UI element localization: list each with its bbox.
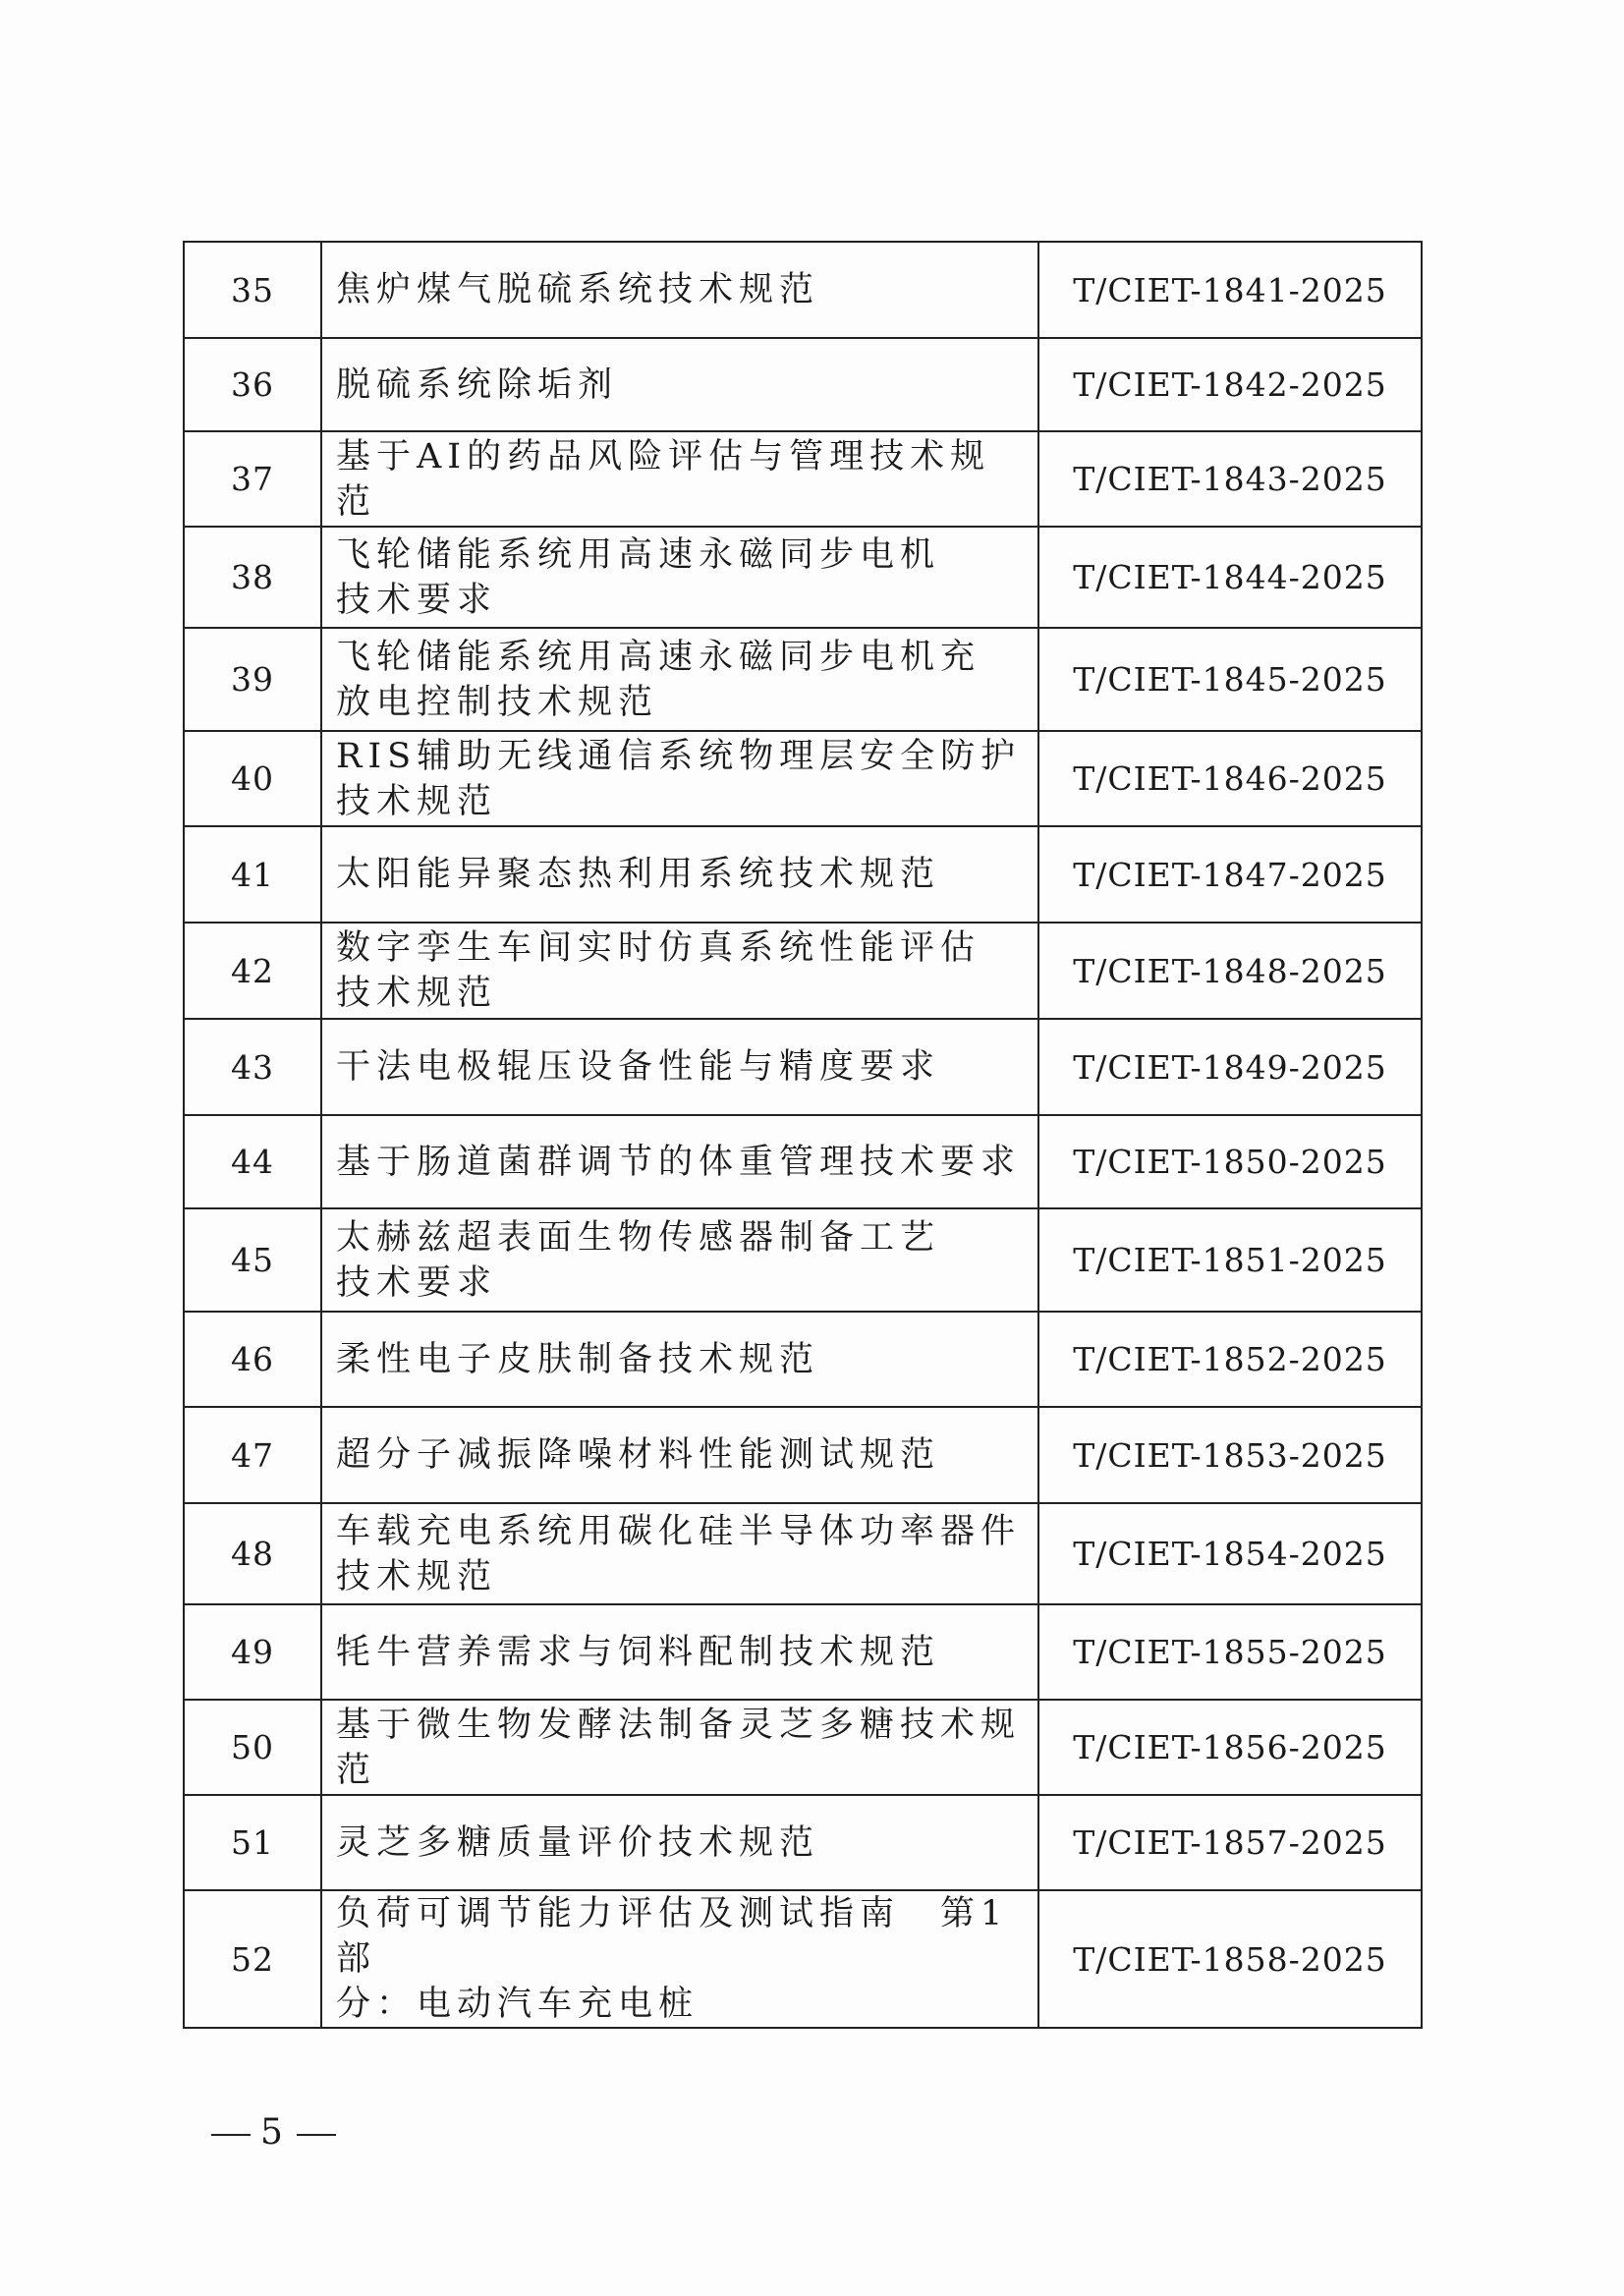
- row-number: 50: [184, 1700, 321, 1795]
- standard-name: 飞轮储能系统用高速永磁同步电机 技术要求: [321, 527, 1038, 628]
- row-number: 38: [184, 527, 321, 628]
- standard-name: 柔性电子皮肤制备技术规范: [321, 1312, 1038, 1407]
- standard-code: T/CIET-1855-2025: [1038, 1604, 1422, 1700]
- standard-code: T/CIET-1845-2025: [1038, 628, 1422, 731]
- row-number: 51: [184, 1795, 321, 1890]
- table-row: [184, 923, 1422, 1019]
- standard-name: 干法电极辊压设备性能与精度要求: [321, 1019, 1038, 1115]
- page-number: 5: [260, 2112, 287, 2153]
- standard-code: T/CIET-1857-2025: [1038, 1795, 1422, 1890]
- footer-dash-left: [211, 2134, 251, 2136]
- standard-name: 数字孪生车间实时仿真系统性能评估 技术规范: [321, 923, 1038, 1019]
- table-row: [184, 1019, 1422, 1115]
- row-number: 49: [184, 1604, 321, 1700]
- row-number: 42: [184, 923, 321, 1019]
- row-number: 39: [184, 628, 321, 731]
- page-footer: [201, 2112, 346, 2153]
- table-row: [184, 826, 1422, 923]
- table-row: [184, 1890, 1422, 2028]
- standard-name: 基于AI的药品风险评估与管理技术规范: [321, 431, 1038, 527]
- table-row: [184, 1700, 1422, 1795]
- standard-name: 太阳能异聚态热利用系统技术规范: [321, 826, 1038, 923]
- standard-code: T/CIET-1842-2025: [1038, 338, 1422, 431]
- standard-name: 负荷可调节能力评估及测试指南 第1部 分：电动汽车充电桩: [321, 1890, 1038, 2028]
- row-number: 44: [184, 1115, 321, 1208]
- row-number: 41: [184, 826, 321, 923]
- row-number: 43: [184, 1019, 321, 1115]
- standard-code: T/CIET-1843-2025: [1038, 431, 1422, 527]
- footer-dash-right: [297, 2134, 336, 2136]
- table-row: [184, 338, 1422, 431]
- table-row: [184, 431, 1422, 527]
- standard-code: T/CIET-1841-2025: [1038, 242, 1422, 338]
- table-row: [184, 527, 1422, 628]
- standard-name: 灵芝多糖质量评价技术规范: [321, 1795, 1038, 1890]
- standard-name: 基于微生物发酵法制备灵芝多糖技术规范: [321, 1700, 1038, 1795]
- table-row: [184, 1115, 1422, 1208]
- standard-name: 太赫兹超表面生物传感器制备工艺 技术要求: [321, 1208, 1038, 1312]
- row-number: 46: [184, 1312, 321, 1407]
- standard-code: T/CIET-1847-2025: [1038, 826, 1422, 923]
- standard-name: 超分子减振降噪材料性能测试规范: [321, 1407, 1038, 1503]
- standard-code: T/CIET-1853-2025: [1038, 1407, 1422, 1503]
- standard-name: RIS辅助无线通信系统物理层安全防护 技术规范: [321, 731, 1038, 826]
- standard-code: T/CIET-1850-2025: [1038, 1115, 1422, 1208]
- standard-name: 车载充电系统用碳化硅半导体功率器件 技术规范: [321, 1503, 1038, 1604]
- standard-code: T/CIET-1858-2025: [1038, 1890, 1422, 2028]
- table-row: [184, 1795, 1422, 1890]
- table-row: [184, 731, 1422, 826]
- standard-name: 焦炉煤气脱硫系统技术规范: [321, 242, 1038, 338]
- standard-code: T/CIET-1849-2025: [1038, 1019, 1422, 1115]
- standard-name: 脱硫系统除垢剂: [321, 338, 1038, 431]
- standard-name: 基于肠道菌群调节的体重管理技术要求: [321, 1115, 1038, 1208]
- row-number: 37: [184, 431, 321, 527]
- standard-code: T/CIET-1854-2025: [1038, 1503, 1422, 1604]
- table-row: [184, 242, 1422, 338]
- standards-table: [183, 241, 1423, 2029]
- row-number: 52: [184, 1890, 321, 2028]
- table-row: [184, 1208, 1422, 1312]
- row-number: 48: [184, 1503, 321, 1604]
- standard-name: 牦牛营养需求与饲料配制技术规范: [321, 1604, 1038, 1700]
- table-row: [184, 1407, 1422, 1503]
- standard-code: T/CIET-1848-2025: [1038, 923, 1422, 1019]
- row-number: 47: [184, 1407, 321, 1503]
- standards-table-body: [184, 242, 1422, 2028]
- standard-code: T/CIET-1856-2025: [1038, 1700, 1422, 1795]
- standard-code: T/CIET-1846-2025: [1038, 731, 1422, 826]
- table-row: [184, 1604, 1422, 1700]
- standard-code: T/CIET-1851-2025: [1038, 1208, 1422, 1312]
- row-number: 40: [184, 731, 321, 826]
- row-number: 45: [184, 1208, 321, 1312]
- row-number: 35: [184, 242, 321, 338]
- standard-name: 飞轮储能系统用高速永磁同步电机充 放电控制技术规范: [321, 628, 1038, 731]
- table-row: [184, 628, 1422, 731]
- standard-code: T/CIET-1852-2025: [1038, 1312, 1422, 1407]
- table-row: [184, 1503, 1422, 1604]
- table-row: [184, 1312, 1422, 1407]
- standard-code: T/CIET-1844-2025: [1038, 527, 1422, 628]
- row-number: 36: [184, 338, 321, 431]
